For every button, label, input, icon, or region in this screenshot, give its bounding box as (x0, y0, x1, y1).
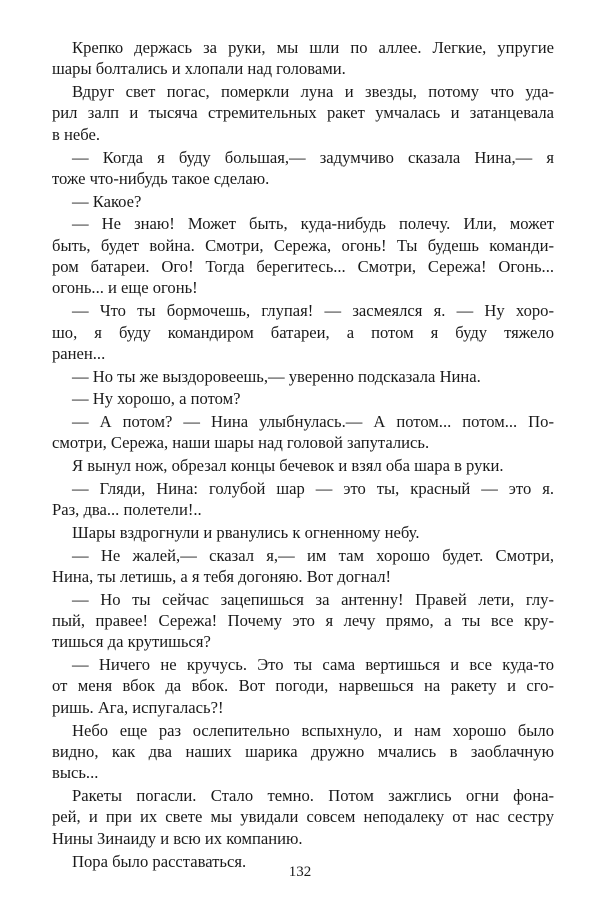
text-line: Небо еще раз ослепительно вспыхнуло, и нам хорошо было (72, 720, 554, 740)
text-line: в небе. (52, 124, 100, 144)
text-line: огонь... и еще огонь! (52, 278, 198, 298)
text-line: Шары вздрогнули и рванулись к огненному небу. (72, 522, 420, 542)
paragraph (52, 191, 554, 212)
text-line: от меня вбок да вбок. Вот погоди, нарвешься на ракету и сго- (52, 676, 554, 696)
paragraph (52, 300, 554, 364)
text-line: ришь. Ага, испугалась?! (52, 697, 224, 717)
paragraph (52, 654, 554, 718)
paragraph (52, 411, 554, 454)
text-line: Ракеты погасли. Стало темно. Потом зажглись огни фона- (72, 786, 554, 806)
text-line: — Какое? (72, 191, 142, 211)
paragraph (52, 785, 554, 849)
text-line: — Ну хорошо, а потом? (72, 389, 241, 409)
text-line: — Когда я буду большая,— задумчиво сказала Нина,— я (72, 147, 554, 167)
paragraph (52, 81, 554, 145)
text-line: Пора было расставаться. (72, 851, 247, 871)
text-line: — Не жалей,— сказал я,— им там хорошо будет. Смотри, (72, 545, 554, 565)
paragraph (52, 545, 554, 588)
text-line: рил залп и тысяча стремительных ракет умчалась и затанцевала (52, 103, 554, 123)
paragraph (52, 720, 554, 784)
text-line: Я вынул нож, обрезал концы бечевок и взял оба шара в руки. (72, 456, 504, 476)
page-text (52, 37, 554, 872)
paragraph (52, 522, 554, 543)
text-line: тоже что-нибудь такое сделаю. (52, 168, 270, 188)
text-line: Крепко держась за руки, мы шли по аллее. Легкие, упругие (72, 38, 554, 57)
paragraph (52, 455, 554, 476)
paragraph (52, 589, 554, 653)
paragraph (52, 213, 554, 299)
text-line: шары болтались и хлопали над головами. (52, 59, 346, 79)
text-line: — Что ты бормочешь, глупая! — засмеялся я. — Ну хоро- (72, 301, 554, 321)
text-line: пый, правее! Сережа! Почему это я лечу прямо, а ты все кру- (52, 611, 554, 631)
paragraph (52, 366, 554, 387)
page-number: 132 (288, 864, 312, 880)
text-line: Вдруг свет погас, померкли луна и звезды, потому что уда- (72, 82, 554, 102)
text-line: тишься да крутишься? (52, 632, 211, 652)
text-line: шо, я буду командиром батареи, а потом я буду тяжело (52, 322, 554, 342)
text-line: смотри, Сережа, наши шары над головой запутались. (52, 433, 430, 453)
text-line: — Ничего не кручусь. Это ты сама вертишься и все куда-то (72, 655, 554, 675)
text-line: рей, и при их свете мы увидали совсем неподалеку от нас сестру (52, 807, 554, 827)
text-line: Нина, ты летишь, а я тебя догоняю. Вот догнал! (52, 566, 392, 586)
paragraph (52, 478, 554, 521)
paragraph (52, 388, 554, 409)
text-line: — Но ты же выздоровеешь,— уверенно подсказала Нина. (72, 366, 481, 386)
text-line: Нины Зинаиду и всю их компанию. (52, 828, 303, 848)
text-line: ром батареи. Ого! Тогда берегитесь... Смотри, Сережа! Огонь... (52, 257, 554, 277)
text-line: — Гляди, Нина: голубой шар — это ты, красный — это я. (72, 478, 554, 498)
paragraph (52, 37, 554, 80)
text-line: — Но ты сейчас зацепишься за антенну! Правей лети, глу- (72, 589, 554, 609)
text-line: Раз, два... полетели!.. (52, 500, 202, 520)
text-line: быть, будет война. Смотри, Сережа, огонь! Ты будешь команди- (52, 235, 554, 255)
text-line: высь... (52, 763, 99, 783)
paragraph (52, 147, 554, 190)
text-line: видно, как два наших шарика дружно мчались в заоблачную (52, 741, 554, 761)
text-line: ранен... (52, 343, 106, 363)
text-line: — Не знаю! Может быть, куда-нибудь полечу. Или, может (72, 214, 554, 234)
text-line: — А потом? — Нина улыбнулась.— А потом... потом... По- (72, 412, 554, 432)
